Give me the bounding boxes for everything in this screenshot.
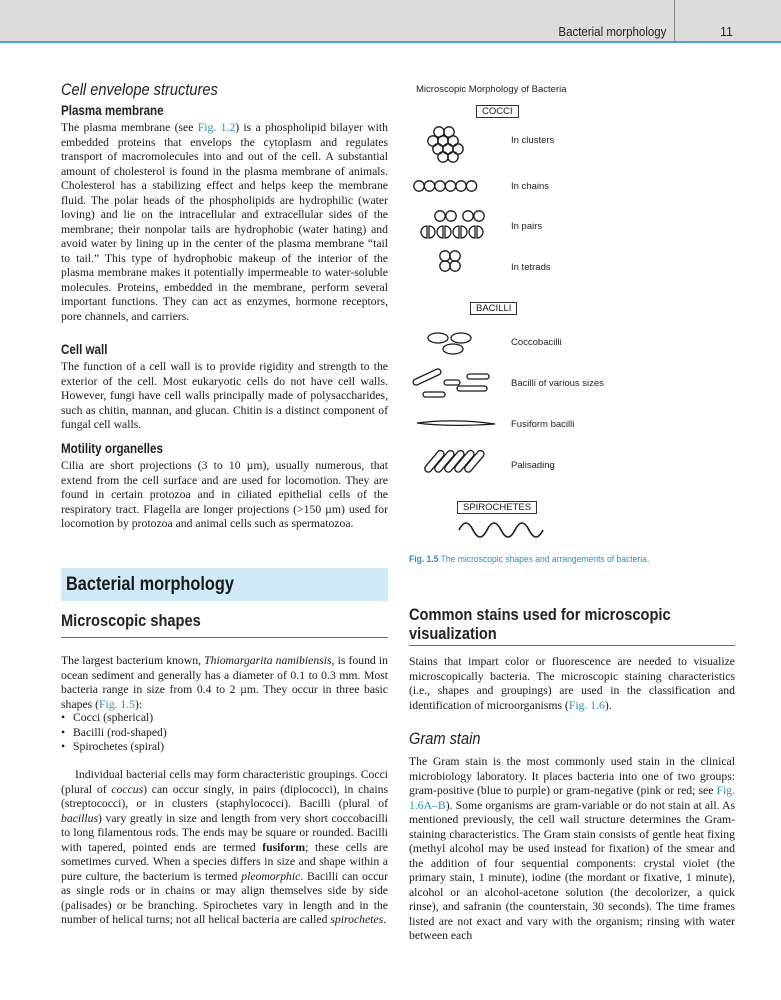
paragraph-gram-stain: [409, 755, 735, 944]
list-item: • Cocci (spherical): [61, 711, 388, 726]
label-pairs: In pairs: [511, 221, 543, 232]
heading-rule: [61, 637, 388, 638]
text-run: The Gram stain is the most commonly used stain in the clinical microbiology laboratory. It places bacteria into one of two groups: gram-positive (blue to purple) or gram-negative (pink or red; see: [409, 755, 735, 797]
cocci-pairs-icon: [421, 211, 484, 238]
text-run: The largest bacterium known,: [61, 654, 205, 667]
page-header: [0, 0, 781, 43]
heading-motility: Motility organelles: [61, 441, 163, 456]
text-run: ) can occur singly, in pairs (diplococci), in chains (streptococci), or in clusters (staphylococci). Bacilli (plural of: [61, 782, 388, 810]
heading-cell-wall: Cell wall: [61, 342, 108, 357]
paragraph-stains: [409, 655, 735, 713]
bacilli-various-icon: [412, 368, 489, 397]
text-run: , is found in ocean sediment and generally has a diameter of 0.1 to 0.3 mm. Most bacteria range in size from 0.4 to 2 µm. They occur in three basic shapes (: [61, 654, 389, 711]
palisading-icon: [423, 449, 485, 473]
text-run: ; these cells are sometimes curved. When a species differs in size and shape within a pure culture, the bacterium is termed: [61, 840, 388, 883]
text-run: The plasma membrane (see: [61, 121, 198, 134]
label-box-spirochetes: SPIROCHETES: [457, 501, 537, 514]
text-run: ) is a phospholipid bilayer with embedded proteins that envelops the cytoplasm and regulates transport of macromolecules into and out of the cell. A substantial amount of cholesterol is found in the plasma membrane of animals. Cholesterol has a stabilizing effect and helps keep the membrane fluid. The polar heads of the phospholipids are hydrophilic (water loving) and lie on the intracellular and extracellular sides of the membrane; their nonpolar tails are hydrophobic (water hating) and avoid water by lining up in the center of the plasma membrane “tail to tail.” This type of hydrophobic makeup of the interior of the plasma membrane makes it potentially impermeable to water-soluble molecules. Proteins, embedded in the membrane, perform several important functions. They can act as enzymes, hormone receptors, pore channels, and carriers.: [61, 121, 388, 323]
paragraph-groupings: [61, 768, 388, 928]
label-box-cocci: COCCI: [476, 105, 519, 118]
figure-bacteria-morphology: [409, 80, 735, 570]
text-run: Individual bacterial cells may form characteristic groupings. Cocci (plural of: [61, 768, 388, 796]
paragraph-cell-wall: The function of a cell wall is to provide rigidity and strength to the exterior of the cell. Most eukaryotic cells do not have cell walls. However, fungi have cell walls principally made of polysaccharides, such as chitin, mannan, and glucan. Chitin is a distinct component of fungal cell walls.: [61, 360, 388, 431]
spirochete-icon: [459, 523, 543, 537]
term-italic: bacillus: [61, 811, 99, 825]
cocci-clusters-icon: [428, 127, 463, 162]
heading-plasma-membrane: Plasma membrane: [61, 103, 164, 118]
text-run: ).: [604, 698, 612, 712]
label-chains: In chains: [511, 181, 550, 192]
figure-caption: [409, 554, 649, 565]
header-divider: [674, 0, 675, 43]
shapes-list: [61, 711, 388, 755]
heading-rule: [409, 645, 735, 646]
heading-gram-stain: Gram stain: [409, 729, 481, 748]
paragraph-plasma-membrane: [61, 121, 388, 324]
caption-text: The microscopic shapes and arrangements of bacteria.: [438, 554, 650, 565]
page-number: 11: [720, 25, 733, 39]
figure-number: Fig. 1.5: [409, 554, 439, 565]
label-tetrads: In tetrads: [511, 262, 551, 273]
fusiform-bacilli-icon: [417, 421, 495, 426]
list-item: • Bacilli (rod-shaped): [61, 726, 388, 741]
coccobacilli-icon: [428, 333, 471, 354]
running-head: Bacterial morphology: [557, 25, 666, 39]
heading-cell-envelope: Cell envelope structures: [61, 80, 218, 99]
label-box-bacilli: BACILLI: [470, 302, 517, 315]
term-italic: spirochetes: [330, 913, 384, 926]
figure-link[interactable]: Fig. 1.6A–B: [409, 784, 735, 812]
term-italic: pleomorphic: [241, 869, 301, 883]
label-palisading: Palisading: [511, 460, 555, 471]
heading-microscopic-shapes: Microscopic shapes: [61, 611, 201, 630]
figure-drawing: [409, 80, 735, 550]
figure-title: Microscopic Morphology of Bacteria: [416, 84, 567, 95]
cocci-tetrads-icon: [440, 251, 460, 271]
text-run: Stains that impart color or fluorescence are needed to visualize microscopically bacteria. The microscopic staining characteristics (i.e., shapes and groupings) are used in the classification and identification of microorganisms (: [409, 655, 735, 712]
label-fusiform: Fusiform bacilli: [511, 419, 575, 430]
figure-link[interactable]: Fig. 1.2: [197, 121, 236, 134]
figure-link[interactable]: Fig. 1.6: [568, 698, 605, 712]
text-run: . Bacilli can occur as single rods or in chains or may align themselves side by side (palisades) or be branching. Spirochetes vary in length and in the number of helical turns; not all helical bacteria are called: [61, 869, 388, 926]
term-italic: coccus: [111, 782, 144, 796]
heading-common-stains: Common stains used for microscopic visualization: [409, 605, 671, 643]
species-name: Thiomargarita namibiensis: [204, 654, 332, 667]
text-run: ) vary greatly in size and length from very short coccobacilli to long filamentous rods. The ends may be square or rounded. Bacilli with tapered, pointed ends are termed: [61, 811, 388, 854]
section-title: Bacterial morphology: [66, 574, 234, 595]
term-bold: fusiform: [262, 840, 306, 854]
label-coccobacilli: Coccobacilli: [511, 337, 562, 348]
figure-link[interactable]: Fig. 1.5: [98, 697, 136, 711]
paragraph-motility: Cilia are short projections (3 to 10 µm), usually numerous, that extend from the cell surface and are used for locomotion. They are found in certain protozoa and in ciliated epithelial cells of the respiratory tract. Flagella are longer projections (>150 µm) used for locomotion by protozoa and animal cells such as spermatozoa.: [61, 459, 388, 530]
label-clusters: In clusters: [511, 135, 555, 146]
label-various-sizes: Bacilli of various sizes: [511, 378, 604, 389]
cocci-chains-icon: [414, 181, 477, 191]
text-run: ):: [135, 697, 143, 711]
paragraph-shapes: [61, 654, 388, 712]
text-run: .: [383, 913, 387, 926]
list-item: • Spirochetes (spiral): [61, 740, 388, 755]
section-banner: [61, 568, 388, 601]
text-run: ). Some organisms are gram-variable or do not stain at all. As mentioned previously, the cell wall structure determines the Gram-staining characteristics. The Gram stain consists of gentle heat fixing (methyl alcohol may be used instead for fixation) of the smear and the addition of four sequential components: crystal violet (the primary stain, 1 minute), iodine (the mordant or fixative, 1 minute), alcohol or an alcohol-acetone solution (the decolorizer, a quick rinse), and safranin (the counterstain, 30 seconds). The time frames listed are not exact and vary with the organism; rinsing with water between each: [409, 798, 735, 942]
